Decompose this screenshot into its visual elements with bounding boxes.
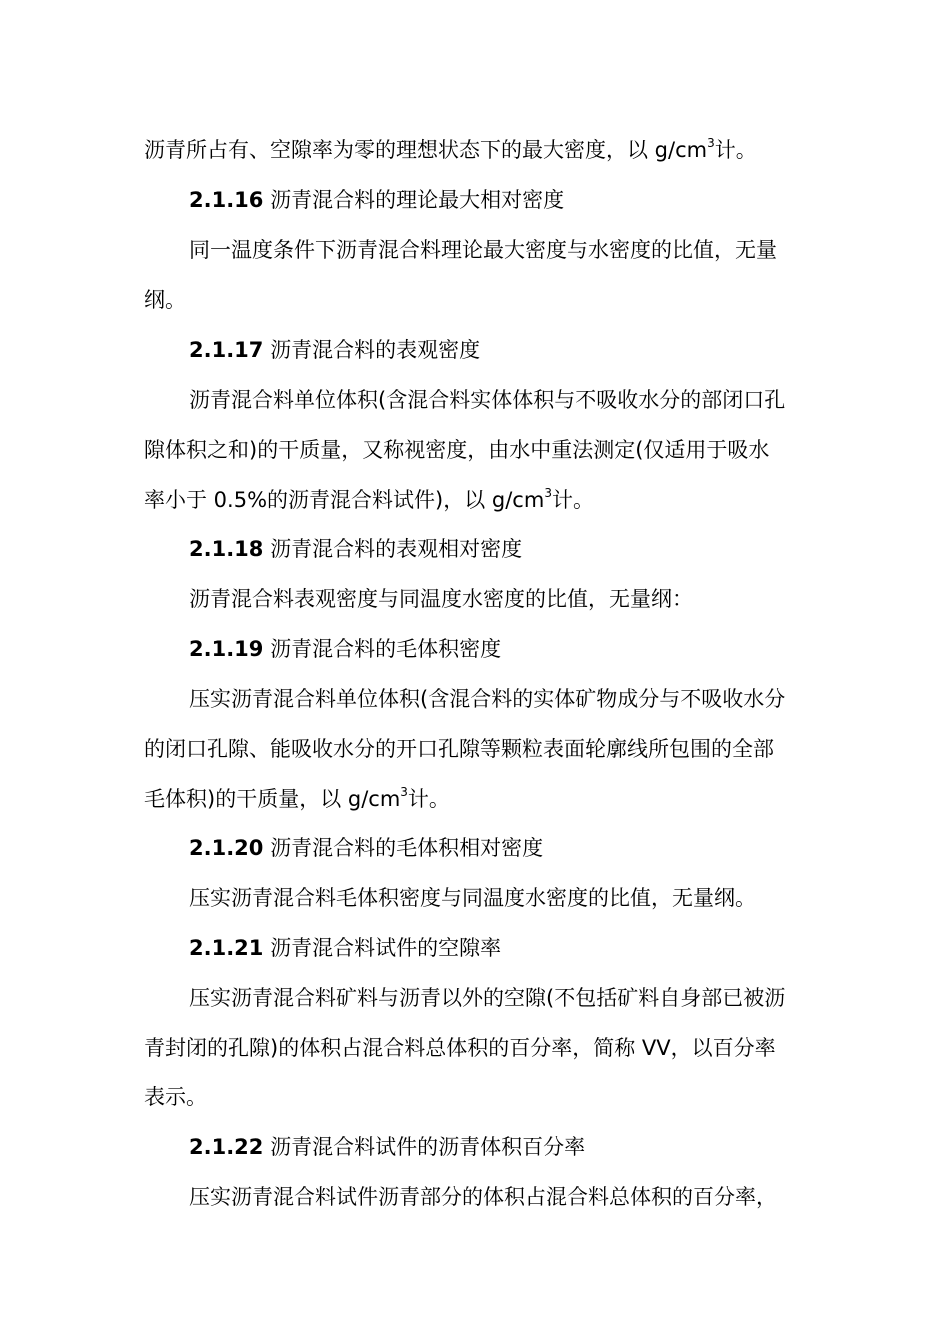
section-number: 2.1.19: [189, 637, 264, 661]
section-number: 2.1.21: [189, 936, 264, 960]
section-title: 沥青混合料的表观密度: [270, 338, 481, 362]
section-number: 2.1.16: [189, 188, 264, 212]
section-heading: [189, 828, 810, 868]
section-number: 2.1.20: [189, 836, 264, 860]
text-line: 沥青混合料单位体积(含混合料实体体积与不吸收水分的部闭口孔: [189, 388, 786, 412]
section-title: 沥青混合料的理论最大相对密度: [270, 188, 565, 212]
section-heading: [189, 529, 810, 569]
text-line: 纲。: [144, 288, 186, 312]
section-heading: [189, 1127, 810, 1167]
text-line: 压实沥青混合料试件沥青部分的体积占混合料总体积的百分率，: [189, 1185, 777, 1209]
section-title: 沥青混合料的毛体积相对密度: [270, 836, 544, 860]
section-title: 沥青混合料的毛体积密度: [270, 637, 502, 661]
text-line: 压实沥青混合料毛体积密度与同温度水密度的比值，无量纲。: [189, 886, 756, 910]
text-line: 压实沥青混合料单位体积(含混合料的实体矿物成分与不吸收水分: [189, 687, 786, 711]
section-number: 2.1.18: [189, 537, 264, 561]
section-title: 沥青混合料试件的空隙率: [270, 936, 502, 960]
text-line: 的闭口孔隙、能吸收水分的开口孔隙等颗粒表面轮廓线所包围的全部: [144, 737, 774, 761]
text-line: 率小于 0.5%的沥青混合料试件)，以 $g/cm^3$计。: [144, 486, 594, 512]
section-heading: [189, 928, 810, 968]
text-line: 压实沥青混合料矿料与沥青以外的空隙(不包括矿料自身部已被沥: [189, 986, 786, 1010]
section-heading: [189, 180, 810, 220]
text-line: 表示。: [144, 1085, 207, 1109]
section-number: 2.1.17: [189, 338, 264, 362]
text-line: 隙体积之和)的干质量，又称视密度，由水中重法测定(仅适用于吸水: [144, 438, 770, 462]
section-heading: [189, 629, 810, 669]
section-number: 2.1.22: [189, 1135, 264, 1159]
text-line: 青封闭的孔隙)的体积占混合料总体积的百分率，简称 VV，以百分率: [144, 1036, 776, 1060]
text-line: 沥青混合料表观密度与同温度水密度的比值，无量纲：: [189, 587, 693, 611]
text-line: 毛体积)的干质量，以 $g/cm^3$计。: [144, 785, 450, 811]
text-line: 沥青所占有、空隙率为零的理想状态下的最大密度，以 $g/cm^3$计。: [144, 136, 757, 162]
text-line: 同一温度条件下沥青混合料理论最大密度与水密度的比值，无量: [189, 238, 777, 262]
section-title: 沥青混合料试件的沥青体积百分率: [270, 1135, 586, 1159]
section-heading: [189, 330, 810, 370]
section-title: 沥青混合料的表观相对密度: [270, 537, 523, 561]
